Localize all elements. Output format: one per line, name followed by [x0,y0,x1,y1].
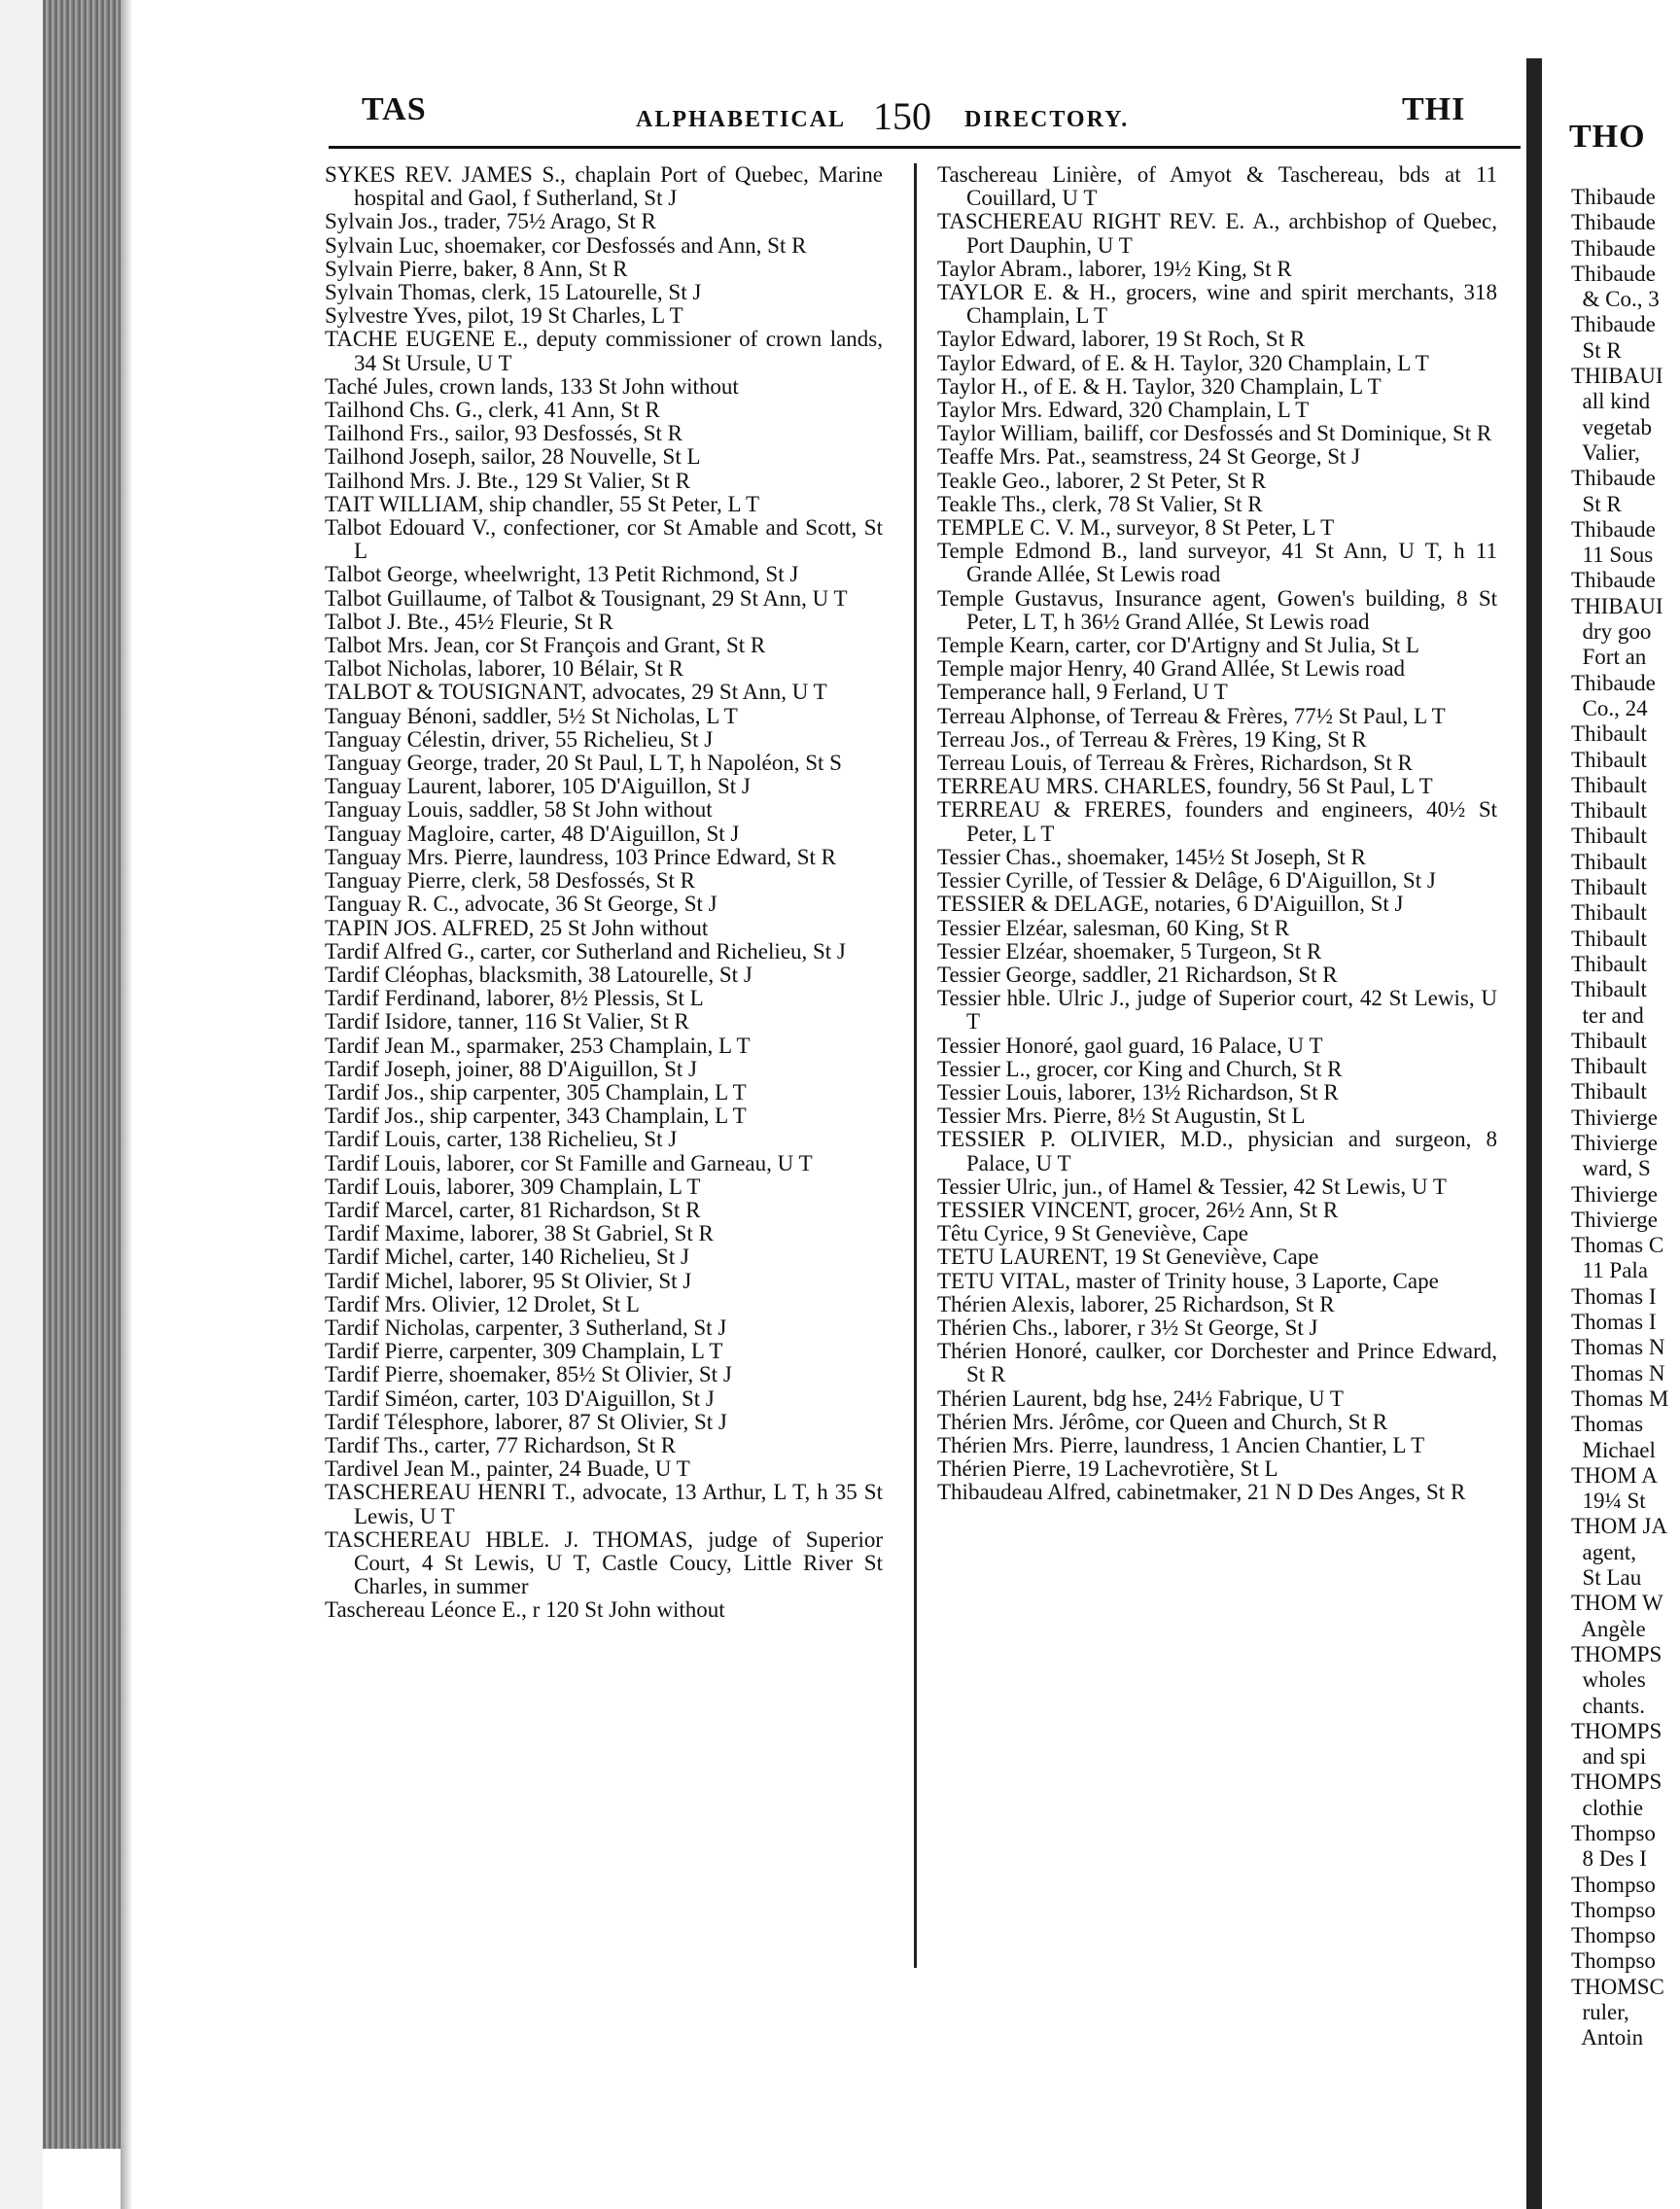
next-page-line: & Co., 3 [1571,287,1660,312]
directory-entry: Sylvain Pierre, baker, 8 Ann, St R [325,256,628,281]
header-rule [329,146,1521,149]
directory-entry: Tardif Joseph, joiner, 88 D'Aiguillon, St J [325,1056,698,1081]
directory-entry: Thérien Mrs. Pierre, laundress, 1 Ancien Chantier, L T [937,1432,1425,1457]
directory-entry: Tardif Pierre, shoemaker, 85½ St Olivier, St J [325,1362,732,1387]
next-page-line: Valier, [1571,439,1640,465]
directory-entry: Tessier Cyrille, of Tessier & Delâge, 6 D'Aiguillon, St J [937,868,1436,894]
directory-entry: TAYLOR E. & H., grocers, wine and spirit merchants, 318 Champlain, L T [937,280,1497,329]
directory-entry: Taschereau Linière, of Amyot & Taschereau, bds at 11 Couillard, U T [937,162,1497,211]
next-page-line: Thivierge [1571,1207,1658,1232]
next-page-line: 11 Sous [1571,543,1654,568]
next-page-line: Thompso [1571,1923,1656,1948]
next-page-line: Thibault [1571,798,1647,824]
directory-entry: TAIT WILLIAM, ship chandler, 55 St Peter, L T [325,491,760,516]
next-page-line: Thibault [1571,1028,1647,1053]
directory-entry: TESSIER & DELAGE, notaries, 6 D'Aiguillon, St J [937,892,1404,917]
directory-entry: Tanguay Pierre, clerk, 58 Desfossés, St R [325,868,696,894]
directory-entry: TASCHEREAU HBLE. J. THOMAS, judge of Superior Court, 4 St Lewis, U T, Castle Coucy, Little River St Charles, in summer [325,1526,883,1599]
next-page-line: THOM JA [1571,1514,1668,1539]
directory-entry: Temple Gustavus, Insurance agent, Gowen's building, 8 St Peter, L T, h 36½ Grand Allée, St Lewis road [937,585,1497,634]
right-column [937,163,1497,1505]
next-page-line: Thibaude [1571,312,1656,337]
directory-entry: Terreau Jos., of Terreau & Frères, 19 King, St R [937,726,1367,752]
directory-entry: Tardif Cléophas, blacksmith, 38 Latourelle, St J [325,962,752,987]
directory-entry: Sylvestre Yves, pilot, 19 St Charles, L T [325,303,683,329]
next-page-line: dry goo [1571,619,1652,645]
directory-entry: Tardif Michel, carter, 140 Richelieu, St J [325,1245,689,1270]
directory-entry: Tessier George, saddler, 21 Richardson, St R [937,962,1338,987]
directory-entry: TAPIN JOS. ALFRED, 25 St John without [325,915,709,940]
directory-entry: Tessier Elzéar, shoemaker, 5 Turgeon, St R [937,938,1322,964]
directory-entry: Taylor H., of E. & H. Taylor, 320 Champlain, L T [937,373,1382,399]
directory-entry: Tardif Isidore, tanner, 116 St Valier, St R [325,1009,689,1034]
next-page-line: THOM A [1571,1462,1658,1488]
next-page-line: THIBAUI [1571,593,1663,618]
directory-entry: Tanguay Célestin, driver, 55 Richelieu, St J [325,726,714,752]
directory-entry: Taylor Mrs. Edward, 320 Champlain, L T [937,398,1310,423]
next-page-line: Thibault [1571,977,1647,1002]
next-page-line: Thompso [1571,1872,1656,1897]
directory-entry: Temple Edmond B., land surveyor, 41 St Ann, U T, h 11 Grande Allée, St Lewis road [937,539,1497,587]
directory-entry: Tardif Jos., ship carpenter, 343 Champlain, L T [325,1104,747,1129]
directory-entry: Terreau Alphonse, of Terreau & Frères, 77½ St Paul, L T [937,703,1446,728]
directory-entry: Thérien Mrs. Jérôme, cor Queen and Church, St R [937,1409,1388,1434]
directory-entry: Taylor Abram., laborer, 19½ King, St R [937,256,1292,281]
next-page-line: Thivierge [1571,1181,1658,1207]
directory-entry: Tessier hble. Ulric J., judge of Superior court, 42 St Lewis, U T [937,986,1497,1034]
next-page-line: wholes [1571,1667,1646,1693]
next-page-line: Thibault [1571,926,1647,951]
directory-entry: Sylvain Jos., trader, 75½ Arago, St R [325,209,656,234]
next-page-line: Thibault [1571,824,1647,849]
directory-entry: Tessier Louis, laborer, 13½ Richardson, St R [937,1079,1339,1104]
next-page-line: agent, [1571,1539,1637,1564]
directory-entry: Tanguay Laurent, laborer, 105 D'Aiguillon, St J [325,774,751,799]
directory-entry: Tanguay Bénoni, saddler, 5½ St Nicholas, L T [325,703,738,728]
directory-entry: Têtu Cyrice, 9 St Geneviève, Cape [937,1221,1248,1246]
next-page-line: Thibault [1571,747,1647,772]
directory-entry: Teakle Geo., laborer, 2 St Peter, St R [937,468,1267,493]
next-page-line: THOMPS [1571,1641,1662,1666]
directory-entry: Teaffe Mrs. Pat., seamstress, 24 St George, St J [937,444,1361,470]
next-page-line: THOMPS [1571,1718,1662,1743]
directory-entry: Temple major Henry, 40 Grand Allée, St Lewis road [937,656,1406,682]
directory-entry: Tardif Siméon, carter, 103 D'Aiguillon, St J [325,1385,715,1411]
next-page-line: Thibault [1571,1079,1647,1104]
header-center-right: DIRECTORY. [964,107,1130,132]
next-page-line: ter and [1571,1002,1644,1028]
header-center-left: ALPHABETICAL [636,107,847,132]
next-page-line: St R [1571,337,1622,363]
next-page-line: Thibault [1571,951,1647,976]
next-page-header: THO [1569,119,1646,155]
next-page-line: Thivierge [1571,1104,1658,1130]
directory-entry: SYKES REV. JAMES S., chaplain Port of Quebec, Marine hospital and Gaol, f Sutherland, St J [325,162,883,211]
directory-entry: Tardif Michel, laborer, 95 St Olivier, St J [325,1268,692,1293]
next-page-line: 8 Des I [1571,1846,1647,1872]
directory-entry: Tanguay George, trader, 20 St Paul, L T, h Napoléon, St S [325,751,842,776]
next-page-line: vegetab [1571,414,1653,439]
directory-entry: Tanguay Louis, saddler, 58 St John without [325,797,713,823]
page-stack-edge [43,0,121,2209]
next-page-line: Thibault [1571,900,1647,926]
directory-entry: Talbot J. Bte., 45½ Fleurie, St R [325,609,613,634]
next-page-line: Antoin [1571,2025,1644,2051]
next-page-line: Thibaude [1571,261,1656,286]
next-page-line: Thibault [1571,875,1647,900]
next-page-line: all kind [1571,389,1651,414]
directory-entry: TESSIER VINCENT, grocer, 26½ Ann, St R [937,1197,1339,1222]
directory-entry: Tanguay R. C., advocate, 36 St George, St J [325,892,718,917]
directory-entry: Tardif Maxime, laborer, 38 St Gabriel, St R [325,1221,714,1246]
directory-entry: Tessier Honoré, gaol guard, 16 Palace, U T [937,1033,1323,1058]
directory-entry: Thérien Pierre, 19 Lachevrotière, St L [937,1456,1278,1482]
next-page-line: Angèle [1571,1616,1646,1641]
next-page-line: Thomas I [1571,1310,1657,1335]
directory-entry: Tailhond Frs., sailor, 93 Desfossés, St R [325,421,683,446]
directory-entry: Taylor William, bailiff, cor Desfossés and St Dominique, St R [937,421,1492,446]
next-page-line: Thibaude [1571,516,1656,542]
page-number: 150 [873,94,931,138]
directory-entry: Tardif Jos., ship carpenter, 305 Champlain, L T [325,1079,747,1104]
directory-entry: TERREAU & FRERES, founders and engineers, 40½ St Peter, L T [937,797,1497,846]
next-page-line: Thibaude [1571,185,1656,209]
next-page-line: Co., 24 [1571,695,1648,720]
next-page-line: clothie [1571,1795,1644,1820]
next-page-fragment [1542,0,1680,2209]
next-page-line: Thomas M [1571,1385,1669,1411]
directory-entry: Tardif Louis, laborer, 309 Champlain, L T [325,1174,701,1199]
next-page-line: Thompso [1571,1821,1656,1845]
directory-entry: TASCHEREAU HENRI T., advocate, 13 Arthur, L T, h 35 St Lewis, U T [325,1480,883,1528]
next-page-line: Fort an [1571,645,1647,670]
next-page-line: Thompso [1571,1948,1656,1974]
header-left: TAS [362,91,427,127]
directory-entry: Thérien Honoré, caulker, cor Dorchester and Prince Edward, St R [937,1339,1497,1387]
directory-entry: Tardif Louis, carter, 138 Richelieu, St J [325,1127,678,1152]
directory-entry: Tardif Louis, laborer, cor St Famille and Garneau, U T [325,1150,813,1175]
directory-entry: Tailhond Mrs. J. Bte., 129 St Valier, St R [325,468,690,493]
directory-entry: Thérien Chs., laborer, r 3½ St George, St J [937,1315,1318,1340]
directory-entry: Tanguay Magloire, carter, 48 D'Aiguillon, St J [325,821,740,846]
next-page-line: THIBAUI [1571,364,1663,389]
next-page-line: 11 Pala [1571,1258,1648,1283]
next-page-line: Thomas I [1571,1283,1657,1309]
directory-entry: Tessier Mrs. Pierre, 8½ St Augustin, St L [937,1104,1306,1129]
next-page-lines [1571,185,1668,2051]
directory-entry: Tessier Chas., shoemaker, 145½ St Joseph, St R [937,844,1366,869]
directory-entry: Thérien Alexis, laborer, 25 Richardson, St R [937,1291,1335,1316]
next-page-line: THOMSC [1571,1974,1664,1999]
directory-entry: Tardif Jean M., sparmaker, 253 Champlain, L T [325,1033,751,1058]
directory-entry: Teakle Ths., clerk, 78 St Valier, St R [937,491,1263,516]
next-page-line: Thibaude [1571,210,1656,235]
directory-entry: Tardif Pierre, carpenter, 309 Champlain, L T [325,1339,723,1364]
next-page-line: Thibault [1571,721,1647,747]
next-page-line: Thibaude [1571,568,1656,593]
book-edge [0,0,43,2209]
directory-entry: Terreau Louis, of Terreau & Frères, Richardson, St R [937,751,1413,776]
directory-entry: TEMPLE C. V. M., surveyor, 8 St Peter, L T [937,515,1335,541]
next-page-line: THOM W [1571,1591,1663,1616]
directory-entry: Sylvain Thomas, clerk, 15 Latourelle, St J [325,280,702,305]
directory-entry: TETU LAURENT, 19 St Geneviève, Cape [937,1245,1319,1270]
directory-entry: Tessier Elzéar, salesman, 60 King, St R [937,915,1290,940]
next-page-line: Thomas N [1571,1360,1665,1385]
directory-entry: TACHE EUGENE E., deputy commissioner of crown lands, 34 St Ursule, U T [325,327,883,375]
gutter-shadow [121,0,132,2209]
spine-edge [1526,58,1542,2209]
next-page-line: 19¼ St [1571,1489,1646,1514]
directory-entry: Talbot George, wheelwright, 13 Petit Richmond, St J [325,562,799,587]
next-page-line: Thomas [1571,1412,1644,1437]
next-page-line: ruler, [1571,2000,1629,2025]
directory-entry: Tanguay Mrs. Pierre, laundress, 103 Prince Edward, St R [325,844,837,869]
next-page-line: St Lau [1571,1565,1642,1591]
directory-entry: TERREAU MRS. CHARLES, foundry, 56 St Paul, L T [937,774,1433,799]
directory-entry: TESSIER P. OLIVIER, M.D., physician and surgeon, 8 Palace, U T [937,1127,1497,1175]
directory-entry: Tailhond Chs. G., clerk, 41 Ann, St R [325,398,660,423]
directory-entry: Thibaudeau Alfred, cabinetmaker, 21 N D Des Anges, St R [937,1480,1466,1505]
next-page-line: Thibaude [1571,466,1656,491]
next-page-line: ward, S [1571,1156,1651,1181]
next-page-line: Thibaude [1571,235,1656,261]
directory-entry: Tardif Ferdinand, laborer, 8½ Plessis, St L [325,986,704,1011]
directory-entry: Taylor Edward, of E. & H. Taylor, 320 Champlain, L T [937,350,1429,375]
next-page-line: THOMPS [1571,1770,1662,1795]
directory-entry: Talbot Nicholas, laborer, 10 Bélair, St R [325,656,683,682]
next-page-line: Thibault [1571,772,1647,797]
next-page-line: chants. [1571,1693,1646,1718]
directory-entry: Tardivel Jean M., painter, 24 Buade, U T [325,1456,690,1482]
next-page-line: Thomas N [1571,1335,1665,1360]
directory-entry: Tardif Télesphore, laborer, 87 St Olivier, St J [325,1409,727,1434]
directory-entry: Taylor Edward, laborer, 19 St Roch, St R [937,327,1306,352]
directory-entry: Temple Kearn, carter, cor D'Artigny and St Julia, St L [937,633,1419,658]
directory-entry: Talbot Edouard V., confectioner, cor St Amable and Scott, St L [325,515,883,564]
directory-entry: Talbot Mrs. Jean, cor St François and Grant, St R [325,633,766,658]
directory-entry: Tardif Mrs. Olivier, 12 Drolet, St L [325,1291,640,1316]
directory-entry: Tessier L., grocer, cor King and Church, St R [937,1056,1343,1081]
directory-entry: Tessier Ulric, jun., of Hamel & Tessier, 42 St Lewis, U T [937,1174,1447,1199]
next-page-line: Thivierge [1571,1130,1658,1155]
directory-entry: Taschereau Léonce E., r 120 St John without [325,1597,725,1623]
left-column [325,163,883,1623]
directory-entry: Tardif Nicholas, carpenter, 3 Sutherland, St J [325,1315,727,1340]
directory-entry: Thérien Laurent, bdg hse, 24½ Fabrique, U T [937,1385,1344,1411]
next-page-line: Thibault [1571,849,1647,874]
next-page-line: Thomas C [1571,1233,1664,1258]
next-page-line: Thibault [1571,1054,1647,1079]
directory-entry: Tardif Marcel, carter, 81 Richardson, St R [325,1197,701,1222]
column-divider [914,163,917,1968]
directory-entry: Tardif Alfred G., carter, cor Sutherland and Richelieu, St J [325,938,846,964]
directory-entry: Talbot Guillaume, of Talbot & Tousignant, 29 St Ann, U T [325,585,848,611]
next-page-line: Thibaude [1571,670,1656,695]
directory-entry: TALBOT & TOUSIGNANT, advocates, 29 St Ann, U T [325,680,827,705]
next-page-line: and spi [1571,1744,1647,1770]
directory-entry: TASCHEREAU RIGHT REV. E. A., archbishop of Quebec, Port Dauphin, U T [937,209,1497,258]
directory-entry: Taché Jules, crown lands, 133 St John without [325,373,739,399]
directory-entry: Tailhond Joseph, sailor, 28 Nouvelle, St L [325,444,701,470]
next-page-line: Michael [1571,1437,1656,1462]
directory-entry: Temperance hall, 9 Ferland, U T [937,680,1228,705]
next-page-line: St R [1571,491,1622,516]
next-page-line: Thompso [1571,1897,1656,1922]
directory-entry: Sylvain Luc, shoemaker, cor Desfossés and Ann, St R [325,232,807,258]
directory-entry: Tardif Ths., carter, 77 Richardson, St R [325,1432,677,1457]
header-right: THI [1402,91,1466,127]
directory-entry: TETU VITAL, master of Trinity house, 3 Laporte, Cape [937,1268,1439,1293]
